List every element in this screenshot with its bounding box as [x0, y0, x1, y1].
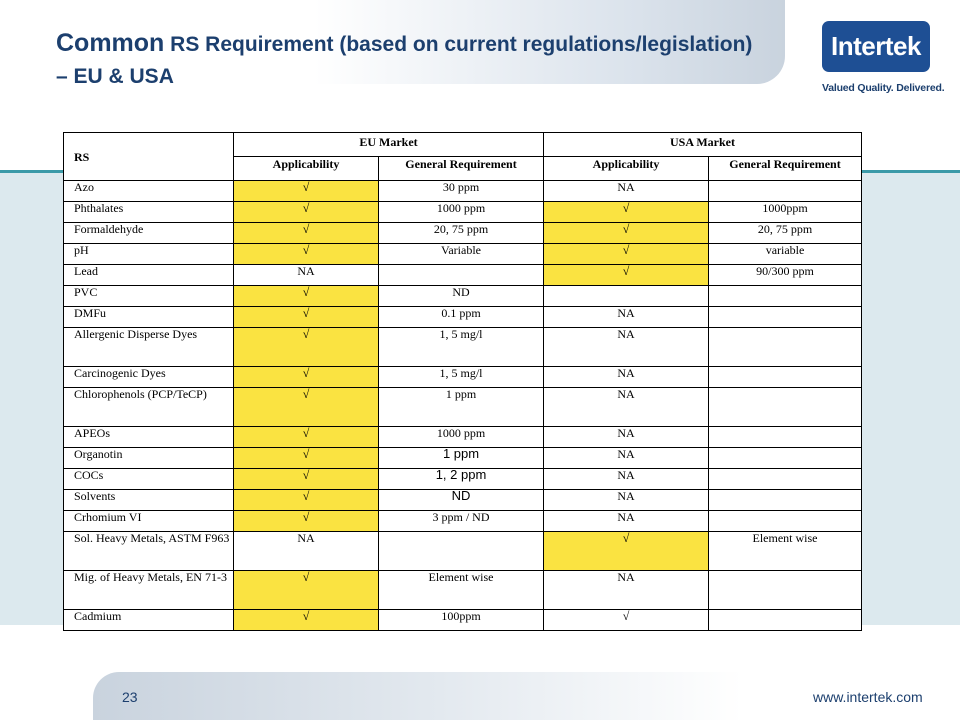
eu-applicability-cell: √	[234, 181, 379, 202]
us-requirement-cell	[709, 181, 862, 202]
row-name-cell: Azo	[64, 181, 234, 202]
row-name-cell: Chlorophenols (PCP/TeCP)	[64, 388, 234, 427]
us-requirement-cell	[709, 610, 862, 631]
row-name-cell: Allergenic Disperse Dyes	[64, 328, 234, 367]
us-applicability-cell: NA	[544, 448, 709, 469]
row-name-cell: Sol. Heavy Metals, ASTM F963	[64, 532, 234, 571]
eu-applicability-cell: √	[234, 388, 379, 427]
eu-applicability-cell: √	[234, 367, 379, 388]
us-requirement-cell: 20, 75 ppm	[709, 223, 862, 244]
eu-requirement-cell: 1, 2 ppm	[379, 469, 544, 490]
eu-applicability-cell: √	[234, 490, 379, 511]
table-row	[64, 223, 862, 244]
eu-requirement-cell: 0.1 ppm	[379, 307, 544, 328]
row-name-cell: Organotin	[64, 448, 234, 469]
us-applicability-cell: NA	[544, 367, 709, 388]
row-name-cell: pH	[64, 244, 234, 265]
us-applicability-cell: NA	[544, 328, 709, 367]
table-row	[64, 388, 862, 427]
us-applicability-cell	[544, 286, 709, 307]
table-row	[64, 244, 862, 265]
us-applicability-cell: √	[544, 265, 709, 286]
header-us-requirement: General Requirement	[709, 157, 862, 181]
eu-requirement-cell: 20, 75 ppm	[379, 223, 544, 244]
eu-requirement-cell: 30 ppm	[379, 181, 544, 202]
eu-applicability-cell: √	[234, 307, 379, 328]
eu-applicability-cell: √	[234, 244, 379, 265]
eu-requirement-cell: 1 ppm	[379, 448, 544, 469]
eu-requirement-cell: 1000 ppm	[379, 427, 544, 448]
us-applicability-cell: NA	[544, 469, 709, 490]
eu-applicability-cell: √	[234, 469, 379, 490]
eu-requirement-cell	[379, 532, 544, 571]
table-body	[64, 133, 862, 631]
table-row	[64, 181, 862, 202]
row-name-cell: APEOs	[64, 427, 234, 448]
table-row	[64, 286, 862, 307]
us-applicability-cell: NA	[544, 490, 709, 511]
us-applicability-cell: √	[544, 223, 709, 244]
header-eu-requirement: General Requirement	[379, 157, 544, 181]
us-requirement-cell	[709, 448, 862, 469]
eu-applicability-cell: √	[234, 223, 379, 244]
header-eu-applicability: Applicability	[234, 157, 379, 181]
header-us-applicability: Applicability	[544, 157, 709, 181]
table-row	[64, 307, 862, 328]
us-requirement-cell: 90/300 ppm	[709, 265, 862, 286]
eu-applicability-cell: √	[234, 511, 379, 532]
eu-applicability-cell: NA	[234, 265, 379, 286]
eu-requirement-cell: 3 ppm / ND	[379, 511, 544, 532]
eu-applicability-cell: √	[234, 286, 379, 307]
us-applicability-cell: NA	[544, 307, 709, 328]
eu-applicability-cell: NA	[234, 532, 379, 571]
us-requirement-cell	[709, 286, 862, 307]
title-lead: Common	[56, 29, 165, 57]
page-title	[56, 28, 756, 94]
us-applicability-cell: NA	[544, 511, 709, 532]
eu-applicability-cell: √	[234, 427, 379, 448]
table-row	[64, 490, 862, 511]
us-requirement-cell: variable	[709, 244, 862, 265]
row-name-cell: Carcinogenic Dyes	[64, 367, 234, 388]
us-applicability-cell: √	[544, 532, 709, 571]
us-requirement-cell: Element wise	[709, 532, 862, 571]
eu-applicability-cell: √	[234, 202, 379, 223]
table-row	[64, 202, 862, 223]
us-requirement-cell: 1000ppm	[709, 202, 862, 223]
page-number: 23	[122, 689, 138, 705]
table-row	[64, 367, 862, 388]
row-name-cell: Crhomium VI	[64, 511, 234, 532]
table-row	[64, 469, 862, 490]
table-row	[64, 448, 862, 469]
row-name-cell: Cadmium	[64, 610, 234, 631]
us-requirement-cell	[709, 511, 862, 532]
eu-requirement-cell: ND	[379, 286, 544, 307]
eu-requirement-cell: 100ppm	[379, 610, 544, 631]
eu-requirement-cell: Element wise	[379, 571, 544, 610]
us-requirement-cell	[709, 571, 862, 610]
us-applicability-cell: NA	[544, 427, 709, 448]
table-row	[64, 427, 862, 448]
eu-requirement-cell: ND	[379, 490, 544, 511]
table-row	[64, 532, 862, 571]
header-row-markets	[64, 133, 862, 157]
eu-requirement-cell: 1, 5 mg/l	[379, 328, 544, 367]
eu-requirement-cell: 1 ppm	[379, 388, 544, 427]
eu-applicability-cell: √	[234, 328, 379, 367]
table-row	[64, 511, 862, 532]
us-requirement-cell	[709, 307, 862, 328]
eu-applicability-cell: √	[234, 571, 379, 610]
header-rs: RS	[64, 133, 234, 181]
eu-requirement-cell: Variable	[379, 244, 544, 265]
us-requirement-cell	[709, 388, 862, 427]
eu-applicability-cell: √	[234, 448, 379, 469]
us-applicability-cell: NA	[544, 181, 709, 202]
table-row	[64, 265, 862, 286]
us-requirement-cell	[709, 490, 862, 511]
us-requirement-cell	[709, 367, 862, 388]
header-eu-market: EU Market	[234, 133, 544, 157]
header-usa-market: USA Market	[544, 133, 862, 157]
row-name-cell: PVC	[64, 286, 234, 307]
row-name-cell: COCs	[64, 469, 234, 490]
row-name-cell: Solvents	[64, 490, 234, 511]
table-row	[64, 610, 862, 631]
us-requirement-cell	[709, 427, 862, 448]
table-row	[64, 328, 862, 367]
us-applicability-cell: NA	[544, 388, 709, 427]
eu-requirement-cell: 1000 ppm	[379, 202, 544, 223]
row-name-cell: Lead	[64, 265, 234, 286]
row-name-cell: Formaldehyde	[64, 223, 234, 244]
us-applicability-cell: NA	[544, 571, 709, 610]
footer-url[interactable]: www.intertek.com	[813, 689, 923, 705]
row-name-cell: Mig. of Heavy Metals, EN 71-3	[64, 571, 234, 610]
intertek-logo: Intertek	[822, 21, 930, 72]
row-name-cell: Phthalates	[64, 202, 234, 223]
eu-requirement-cell: 1, 5 mg/l	[379, 367, 544, 388]
title-rest: RS Requirement (based on current regulations/legislation) – EU & USA	[56, 33, 753, 88]
eu-applicability-cell: √	[234, 610, 379, 631]
us-applicability-cell: √	[544, 202, 709, 223]
us-requirement-cell	[709, 469, 862, 490]
table-row	[64, 571, 862, 610]
eu-requirement-cell	[379, 265, 544, 286]
requirements-table	[63, 132, 862, 631]
us-applicability-cell: √	[544, 244, 709, 265]
row-name-cell: DMFu	[64, 307, 234, 328]
us-applicability-cell: √	[544, 610, 709, 631]
us-requirement-cell	[709, 328, 862, 367]
logo-tagline: Valued Quality. Delivered.	[822, 82, 945, 94]
